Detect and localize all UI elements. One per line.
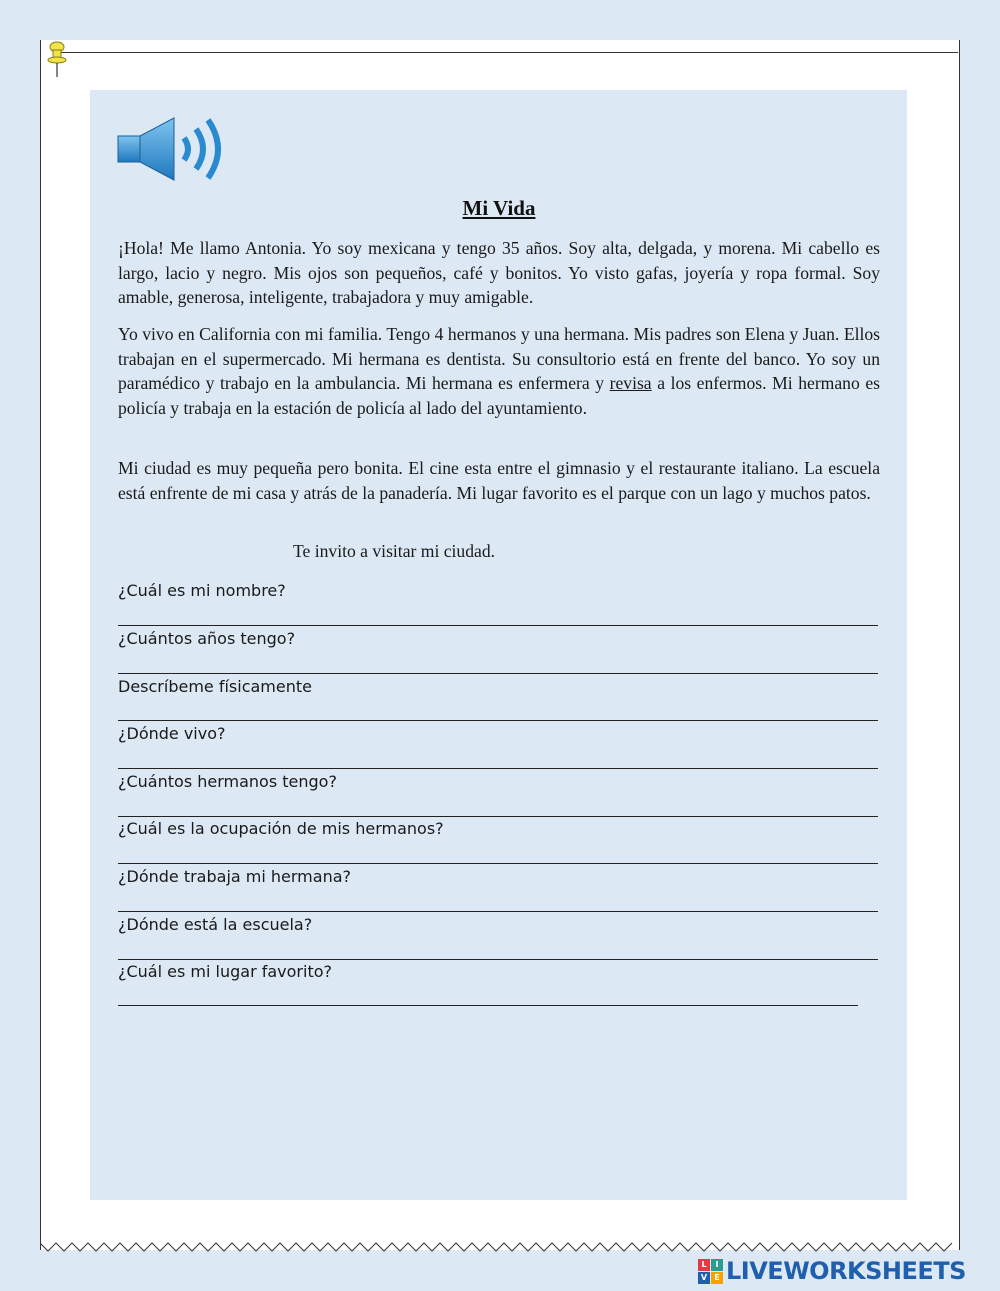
answer-field-3[interactable] [118,700,878,721]
paragraph-1: ¡Hola! Me llamo Antonia. Yo soy mexicana y tengo 35 años. Soy alta, delgada, y morena. Mi cabello es largo, lacio y negro. Mis ojos son pequeños, café y bonitos. Yo visto gafas, joyería y ropa formal. Soy amable, generosa, inteligente, trabajadora y muy amigable. [118,238,880,307]
paragraph-2 [118,322,880,420]
answer-field-9[interactable] [118,985,858,1006]
question-8: ¿Dónde está la escuela? [118,915,313,934]
question-5: ¿Cuántos hermanos tengo? [118,772,337,791]
answer-field-7[interactable] [118,891,878,912]
liveworksheets-logo[interactable] [698,1258,966,1284]
answer-field-1[interactable] [118,605,878,626]
logo-block-e: E [711,1272,723,1284]
underlined-word: revisa [609,373,652,393]
question-3: Descríbeme físicamente [118,677,312,696]
answer-field-8[interactable] [118,939,878,960]
answer-field-5[interactable] [118,796,878,817]
question-7: ¿Dónde trabaja mi hermana? [118,867,352,886]
pushpin-icon [44,40,70,80]
answer-field-6[interactable] [118,843,878,864]
paragraph-3: Mi ciudad es muy pequeña pero bonita. El cine esta entre el gimnasio y el restaurante italiano. La escuela está enfrente de mi casa y atrás de la panadería. Mi lugar favorito es el parque con un lago y muchos patos. [118,458,880,503]
closing-sentence: Te invito a visitar mi ciudad. [293,541,496,561]
question-4: ¿Dónde vivo? [118,724,226,743]
logo-block-v: V [698,1272,710,1284]
logo-block-i: I [711,1259,723,1271]
paragraph-2-text-a: Yo vivo en California con mi familia. Tengo 4 hermanos y una hermana. Mis padres son Elena y Juan. Ellos trabajan en el supermercado. Mi hermana es dentista. Su consultorio está en frente del banco. Yo soy un paramédico y trabajo en la ambulancia. Mi hermana es enfermera y [118,324,880,393]
torn-edge [40,1240,958,1254]
question-2: ¿Cuántos años tengo? [118,629,296,648]
page-top-border [60,52,958,53]
answer-field-4[interactable] [118,748,878,769]
answer-field-2[interactable] [118,653,878,674]
question-9: ¿Cuál es mi lugar favorito? [118,962,333,981]
logo-mark [698,1259,723,1284]
question-1: ¿Cuál es mi nombre? [118,581,286,600]
speaker-icon[interactable] [116,114,238,184]
paragraph-2-text-b: a los enfermos. Mi hermano es policía y trabaja en la estación de policía al lado del ayuntamiento. [118,373,880,418]
logo-block-l: L [698,1259,710,1271]
worksheet-title: Mi Vida [462,196,536,220]
logo-text: LIVEWORKSHEETS [726,1257,966,1285]
question-6: ¿Cuál es la ocupación de mis hermanos? [118,819,444,838]
